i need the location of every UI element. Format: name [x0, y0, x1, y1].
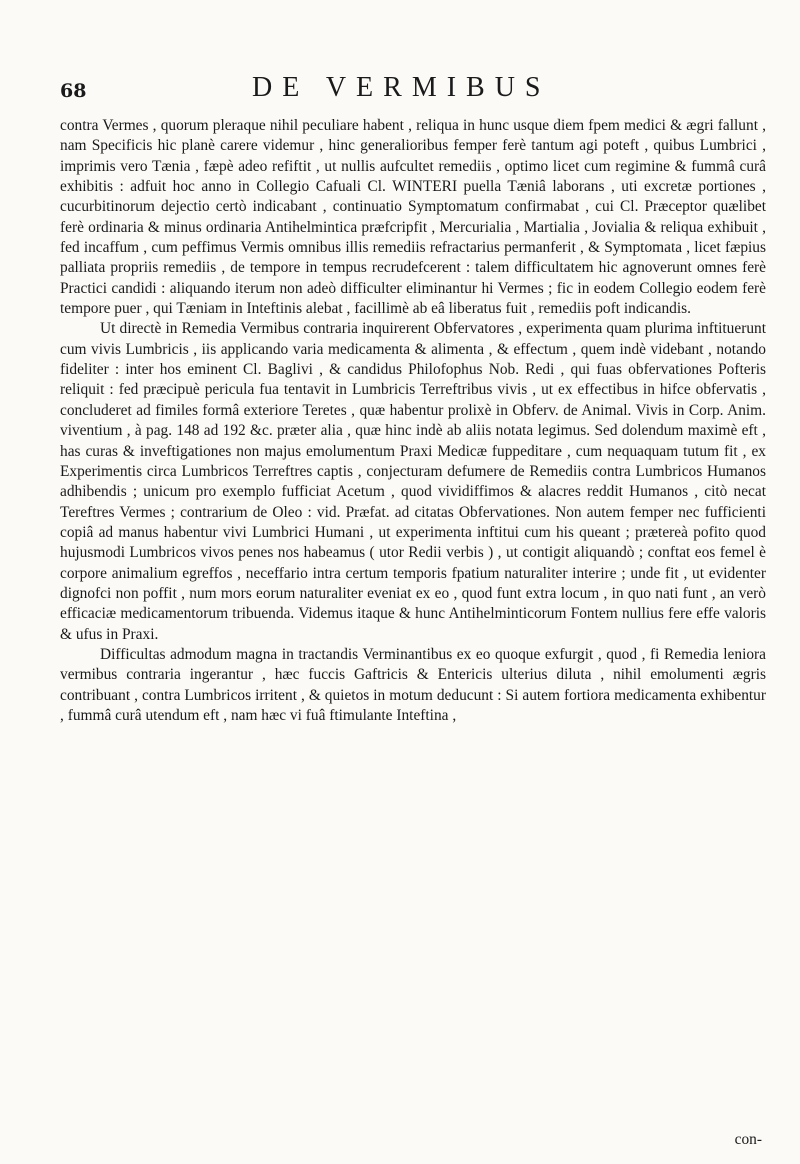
page-header [60, 72, 760, 112]
body-text [60, 116, 766, 726]
catchword: con- [734, 1131, 762, 1148]
running-head: DE VERMIBUS [252, 72, 551, 103]
paragraph-2: Ut directè in Remedia Vermibus contraria inquirerent Obfervatores , experimenta quam plurima inftituerunt cum vivis Lumbricis , iis applicando varia medicamenta & alimenta , & effectum , quem indè videbant , notando fideliter : inter hos eminent Cl. Baglivi , & candidus Philofophus Nob. Redi , qui fuas obfervationes Pofteris reliquit : fed præcipuè pericula fua tentavit in Lumbricis Terreftribus vivis , ut ex effectibus in hifce obfervatis , concluderet ad fimiles formâ exteriore Teretes , quæ habentur prolixè in Obferv. de Animal. Vivis in Corp. Anim. viventium , à pag. 148 ad 192 &c. præter alia , quæ hinc indè ab aliis notata legimus. Sed dolendum maximè eft , has curas & inveftigationes non majus emolumentum Praxi Medicæ fuppeditare , cum nequaquam tutum fit , ex Experimentis circa Lumbricos Terreftres captis , conjecturam defumere de Remediis contra Lumbricos Humanos adhibendis ; unicum pro exemplo fufficiat Acetum , quod vividiffimos & alacres reddit Humanos , citò necat Tereftres Vermes ; contrarium de Oleo : vid. Præfat. ad citatas Obfervationes. Non autem femper nec fufficienti copiâ ad manus habentur vivi Lumbrici Humani , ut experimenta inftitui cum his queant ; prætereà pofito quod hujusmodi Lumbricos vivos penes nos habeamus ( utor Redii verbis ) , ut contigit aliquandò ; conftat eos femel è corpore animalium egreffos , neceffario intra certum temporis fpatium naturaliter interire ; unde fit , ut evidenter dignofci non poffit , num mors eorum naturaliter eveniat ex eo , quod funt extra locum , in quo nati funt , an verò efficaciæ medicamentorum tribuenda. Videmus itaque & hunc Antihelminticorum Fontem nullius fere effe valoris & ufus in Praxi. [60, 320, 766, 643]
paragraph-3: Difficultas admodum magna in tractandis Verminantibus ex eo quoque exfurgit , quod , fi Remedia leniora vermibus contraria ingerantur , hæc fuccis Gaftricis & Entericis ulterius diluta , nihil emolumenti ægris contribuant , contra Lumbricos irritent , & quietos in motum deducunt : Si autem fortiora medicamenta exhibentur , fummâ curâ utendum eft , nam hæc vi fuâ ftimulante Inteftina , [60, 645, 766, 724]
page-number: 68 [60, 80, 87, 102]
paragraph-1: contra Vermes , quorum pleraque nihil peculiare habent , reliqua in hunc usque diem fpem medici & ægri fallunt , nam Specificis hic planè carere videmur , hinc generalioribus femper ferè tantum agi poteft , quibus Lumbrici , imprimis vero Tænia , fæpè adeo refiftit , ut nullis aufcultet remediis , optimo licet cum regimine & fummâ curâ exhibitis : adfuit hoc anno in Collegio Cafuali Cl. WINTERI puella Tæniâ laborans , uti excretæ portiones , cucurbitinorum dejectio certò indicabant , continuatio Symptomatum confirmabat , cui Cl. Præceptor quælibet ferè ordinaria & minus ordinaria Antihelmintica præfcripfit , Mercurialia , Martialia , Jovialia & reliqua exhibuit , fed incaffum , cum peffimus Vermis omnibus illis remediis refractarius permanferit , & Symptomata , licet fæpius palliata propriis remediis , de tempore in tempus recrudefcerent : talem difficultatem hic agnoverunt omnes ferè Practici candidi : aliquando iterum non adeò difficulter eliminantur hi Vermes ; fic in eodem Collegio eodem ferè tempore puer , qui Tæniam in Inteftinis alebat , facillimè ab eâ liberatus fuit , remediis poft indicandis. [60, 117, 766, 318]
